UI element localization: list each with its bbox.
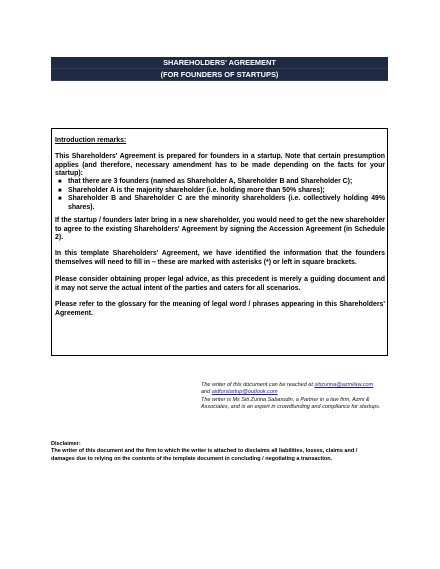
list-item: ■ that there are 3 founders (named as Shareholder A, Shareholder B and Shareholder C); (58, 178, 353, 185)
document-title: SHAREHOLDERS' AGREEMENT (51, 57, 388, 69)
introduction-box (51, 128, 388, 356)
email-link-2[interactable]: aidforstartup@outlook.com (211, 389, 278, 396)
document-subtitle: (FOR FOUNDERS OF STARTUPS) (51, 69, 388, 81)
intro-paragraph-5: Please refer to the glossary for the meaning of legal word / phrases appearing in this Shareholders' Agreement. (55, 301, 385, 317)
intro-paragraph-3: In this template Shareholders' Agreement, we have identified the information that the founders themselves will need to fill in – these are marked with asterisks (*) or left in square brackets. (55, 250, 385, 266)
writer-bio: The writer is Ms Siti Zurina Sabarudin, a Partner in a law firm, Azmi & Associates, and is an expert in crowdfunding and compliance for startups. (201, 396, 381, 411)
square-bullet-icon: ■ (58, 196, 62, 203)
intro-paragraph-2: If the startup / founders later bring in a new shareholder, you would need to get the new shareholder to agree to the existing Shareholders' Agreement by signing the Accession Agreement (in Schedule 2). (55, 217, 385, 242)
intro-paragraph-1: This Shareholders' Agreement is prepared for founders in a startup. Note that certain presumption applies (and therefore, necessary amendment has to be made depending on the facts for your startup): (55, 153, 385, 178)
intro-bullet-list (55, 178, 385, 212)
contact-info (201, 382, 391, 412)
contact-line-1: The writer of this document can be reached at (201, 382, 315, 388)
list-item: ■ Shareholder B and Shareholder C are the minority shareholders (i.e. collectively holding 49% shares). (58, 195, 385, 211)
list-item: ■ Shareholder A is the majority shareholder (i.e. holding more than 50% shares); (58, 186, 325, 194)
disclaimer (51, 441, 369, 463)
square-bullet-icon: ■ (58, 179, 62, 185)
disclaimer-text: The writer of this document and the firm to which the writer is attached to disclaims all liabilities, losses, claims and / damages due to relying on the contents of the template document in concluding / negotiating a transaction. (51, 448, 358, 462)
intro-paragraph-4: Please consider obtaining proper legal advice, as this precedent is merely a guiding document and it may not serve the actual intent of the parties and caters for all scenarios. (55, 276, 385, 292)
square-bullet-icon: ■ (58, 187, 62, 194)
contact-line-2: and (201, 389, 212, 396)
title-banner (51, 57, 388, 81)
intro-heading: Introduction remarks: (55, 137, 127, 144)
disclaimer-heading: Disclaimer: (51, 441, 81, 447)
email-link-1[interactable]: sitizurina@azmilaw.com (314, 382, 374, 388)
